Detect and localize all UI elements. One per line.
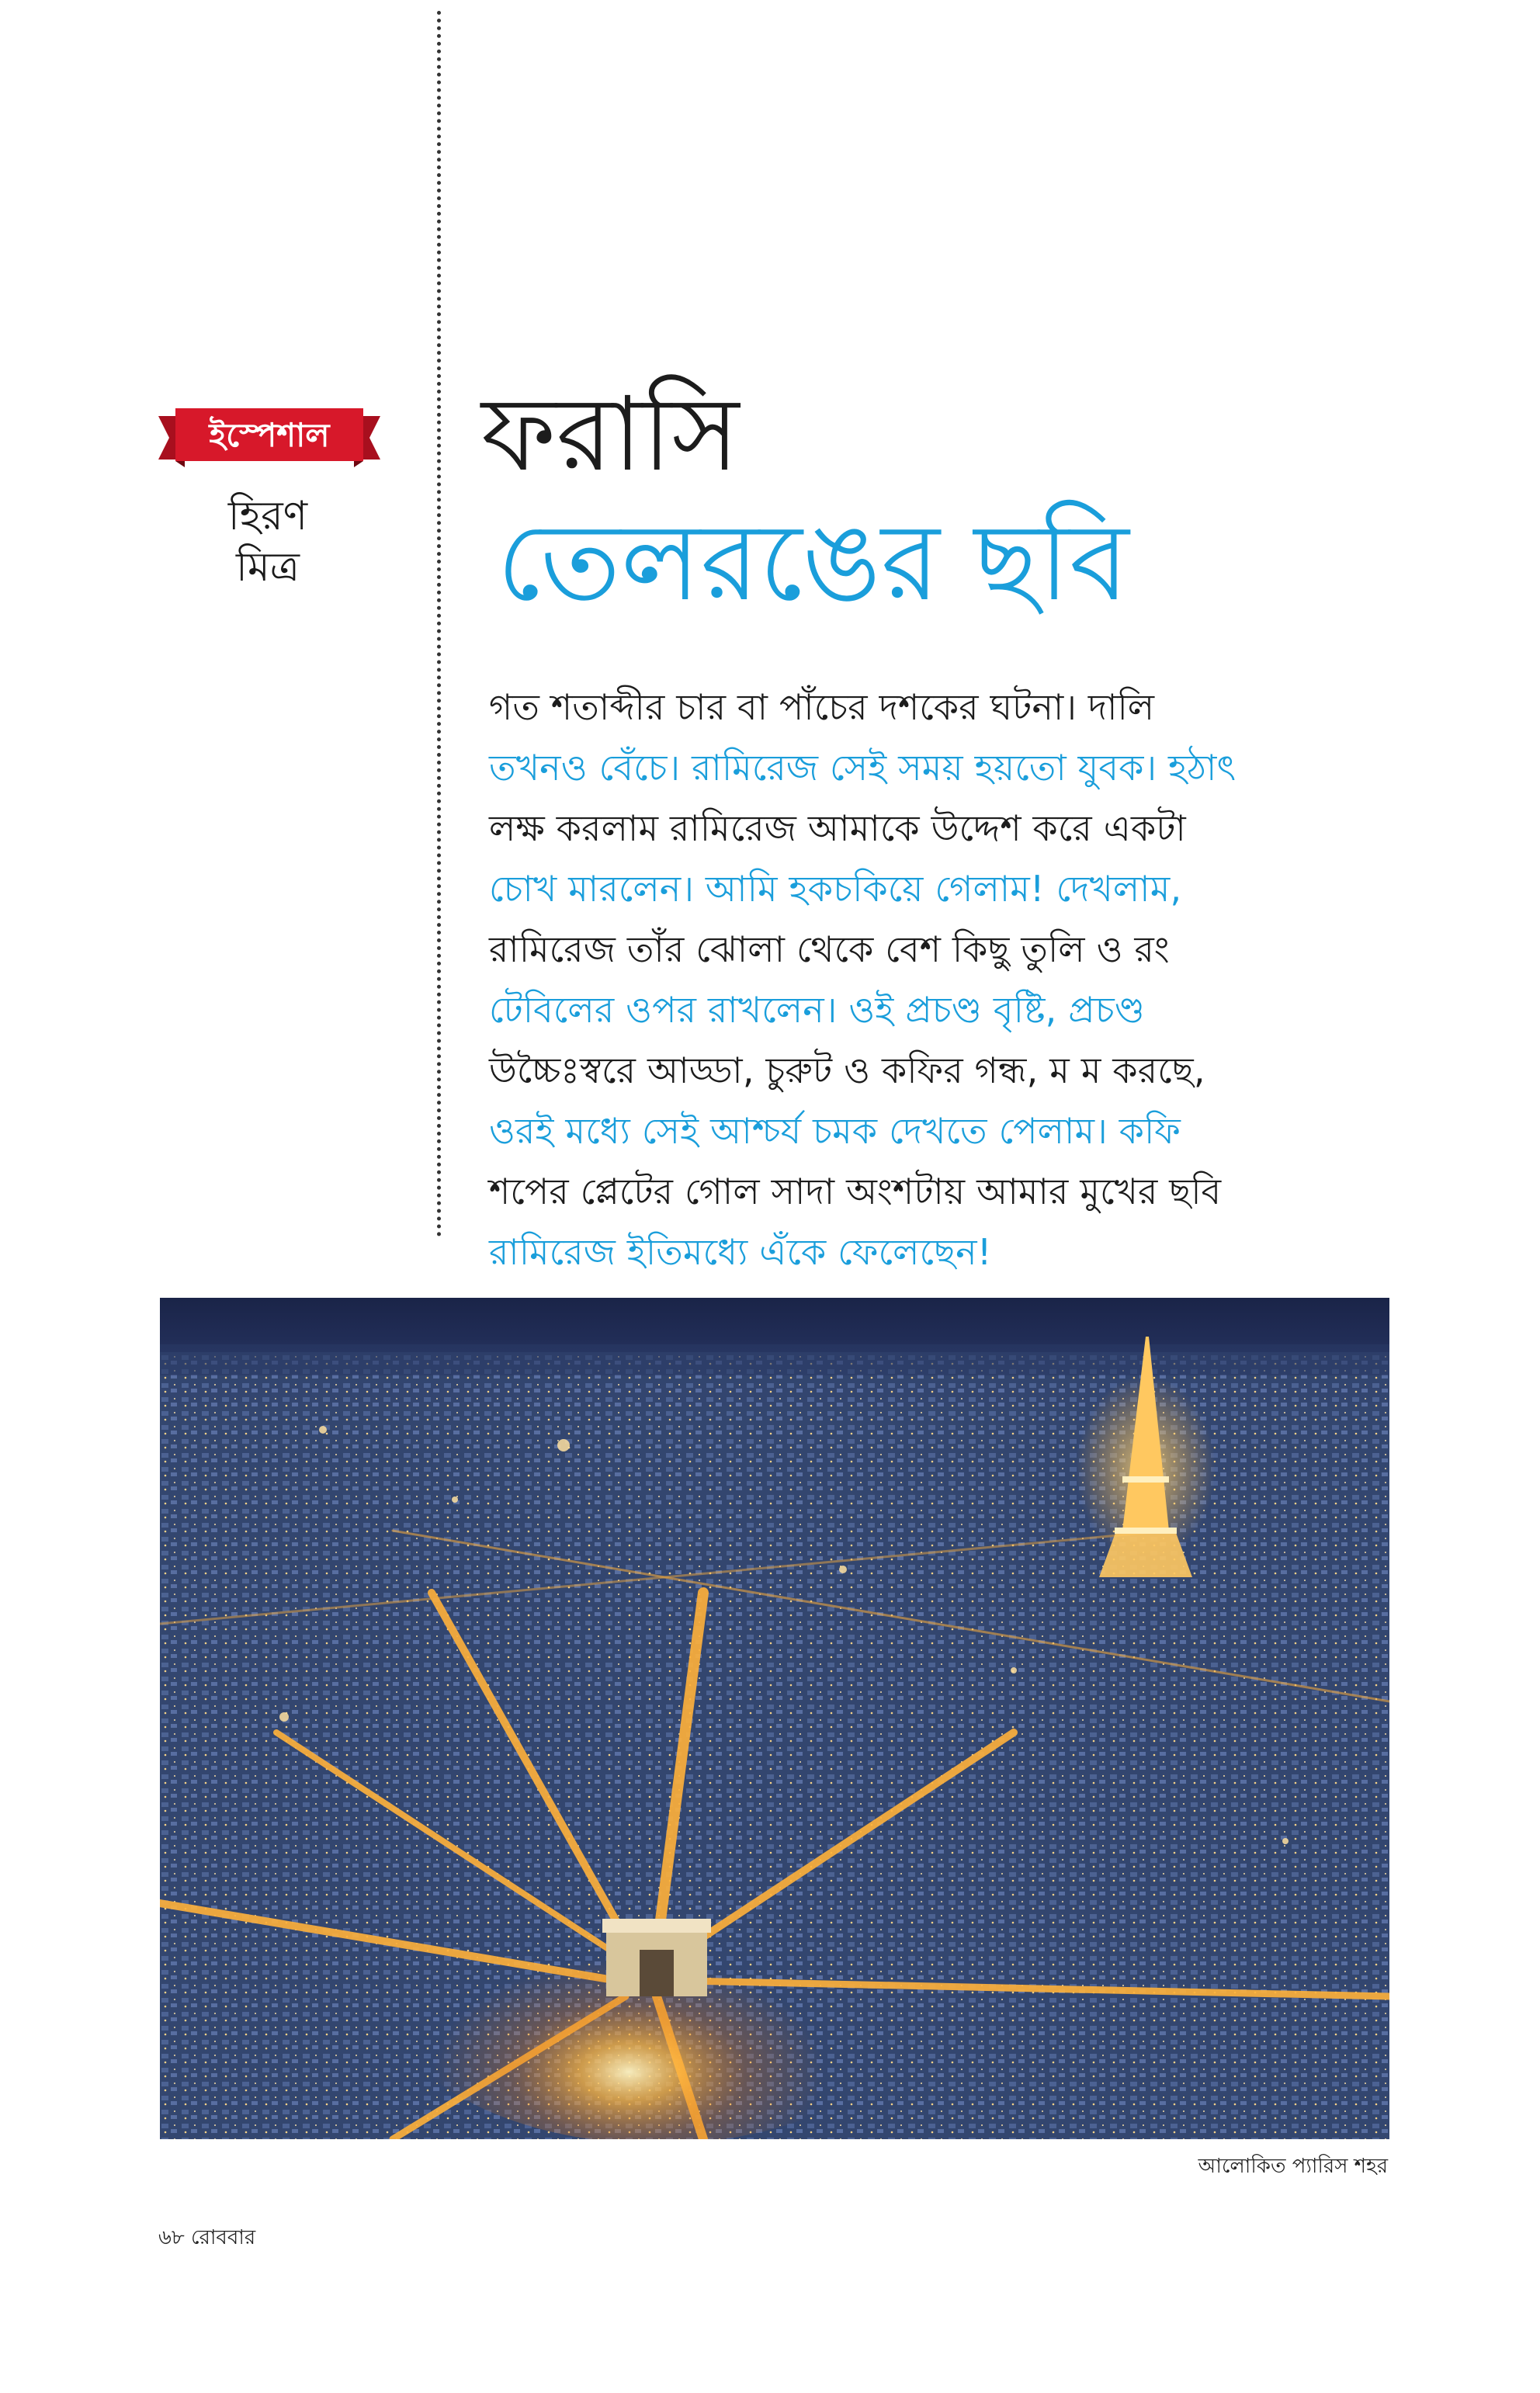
body-line: চোখ মারলেন। আমি হকচকিয়ে গেলাম! দেখলাম, xyxy=(489,868,1182,910)
author-first-name: হিরণ xyxy=(227,493,308,539)
headline-line-2: তেলরঙের ছবি xyxy=(497,500,1129,625)
body-line: তখনও বেঁচে। রামিরেজ সেই সময় হয়তো যুবক। হঠাৎ xyxy=(489,747,1237,789)
body-line: ওরই মধ্যে সেই আশ্চর্য চমক দেখতে পেলাম। কফি xyxy=(489,1110,1181,1152)
author-last-name: মিত্র xyxy=(236,544,300,591)
body-line: রামিরেজ ইতিমধ্যে এঁকে ফেলেছেন! xyxy=(489,1231,992,1273)
body-line: উচ্চৈঃস্বরে আড্ডা, চুরুট ও কফির গন্ধ, ম ম করছে, xyxy=(489,1049,1205,1091)
paris-night-photo xyxy=(160,1298,1389,2139)
author-byline xyxy=(186,491,349,593)
column-divider xyxy=(437,11,441,1237)
body-line: শপের প্লেটের গোল সাদা অংশটায় আমার মুখের ছবি xyxy=(489,1170,1222,1212)
body-line: টেবিলের ওপর রাখলেন। ওই প্রচণ্ড বৃষ্টি, প্রচণ্ড xyxy=(489,989,1146,1031)
headline-line-1: ফরাসি xyxy=(481,375,740,494)
body-line: গত শতাব্দীর চার বা পাঁচের দশকের ঘটনা। দালি xyxy=(489,686,1155,728)
special-badge xyxy=(158,405,380,470)
article-body xyxy=(489,677,1405,1282)
badge-label: ইস্পেশাল xyxy=(209,416,330,454)
body-line: রামিরেজ তাঁর ঝোলা থেকে বেশ কিছু তুলি ও রং xyxy=(489,928,1170,970)
page-footer: ৬৮ রোববার xyxy=(158,2226,256,2249)
arc-de-triomphe xyxy=(602,1919,711,1996)
paris-cityscape-illustration xyxy=(160,1298,1389,2139)
photo-caption: আলোকিত প্যারিস শহর xyxy=(1198,2155,1388,2178)
body-line: লক্ষ করলাম রামিরেজ আমাকে উদ্দেশ করে একটা xyxy=(489,807,1186,849)
